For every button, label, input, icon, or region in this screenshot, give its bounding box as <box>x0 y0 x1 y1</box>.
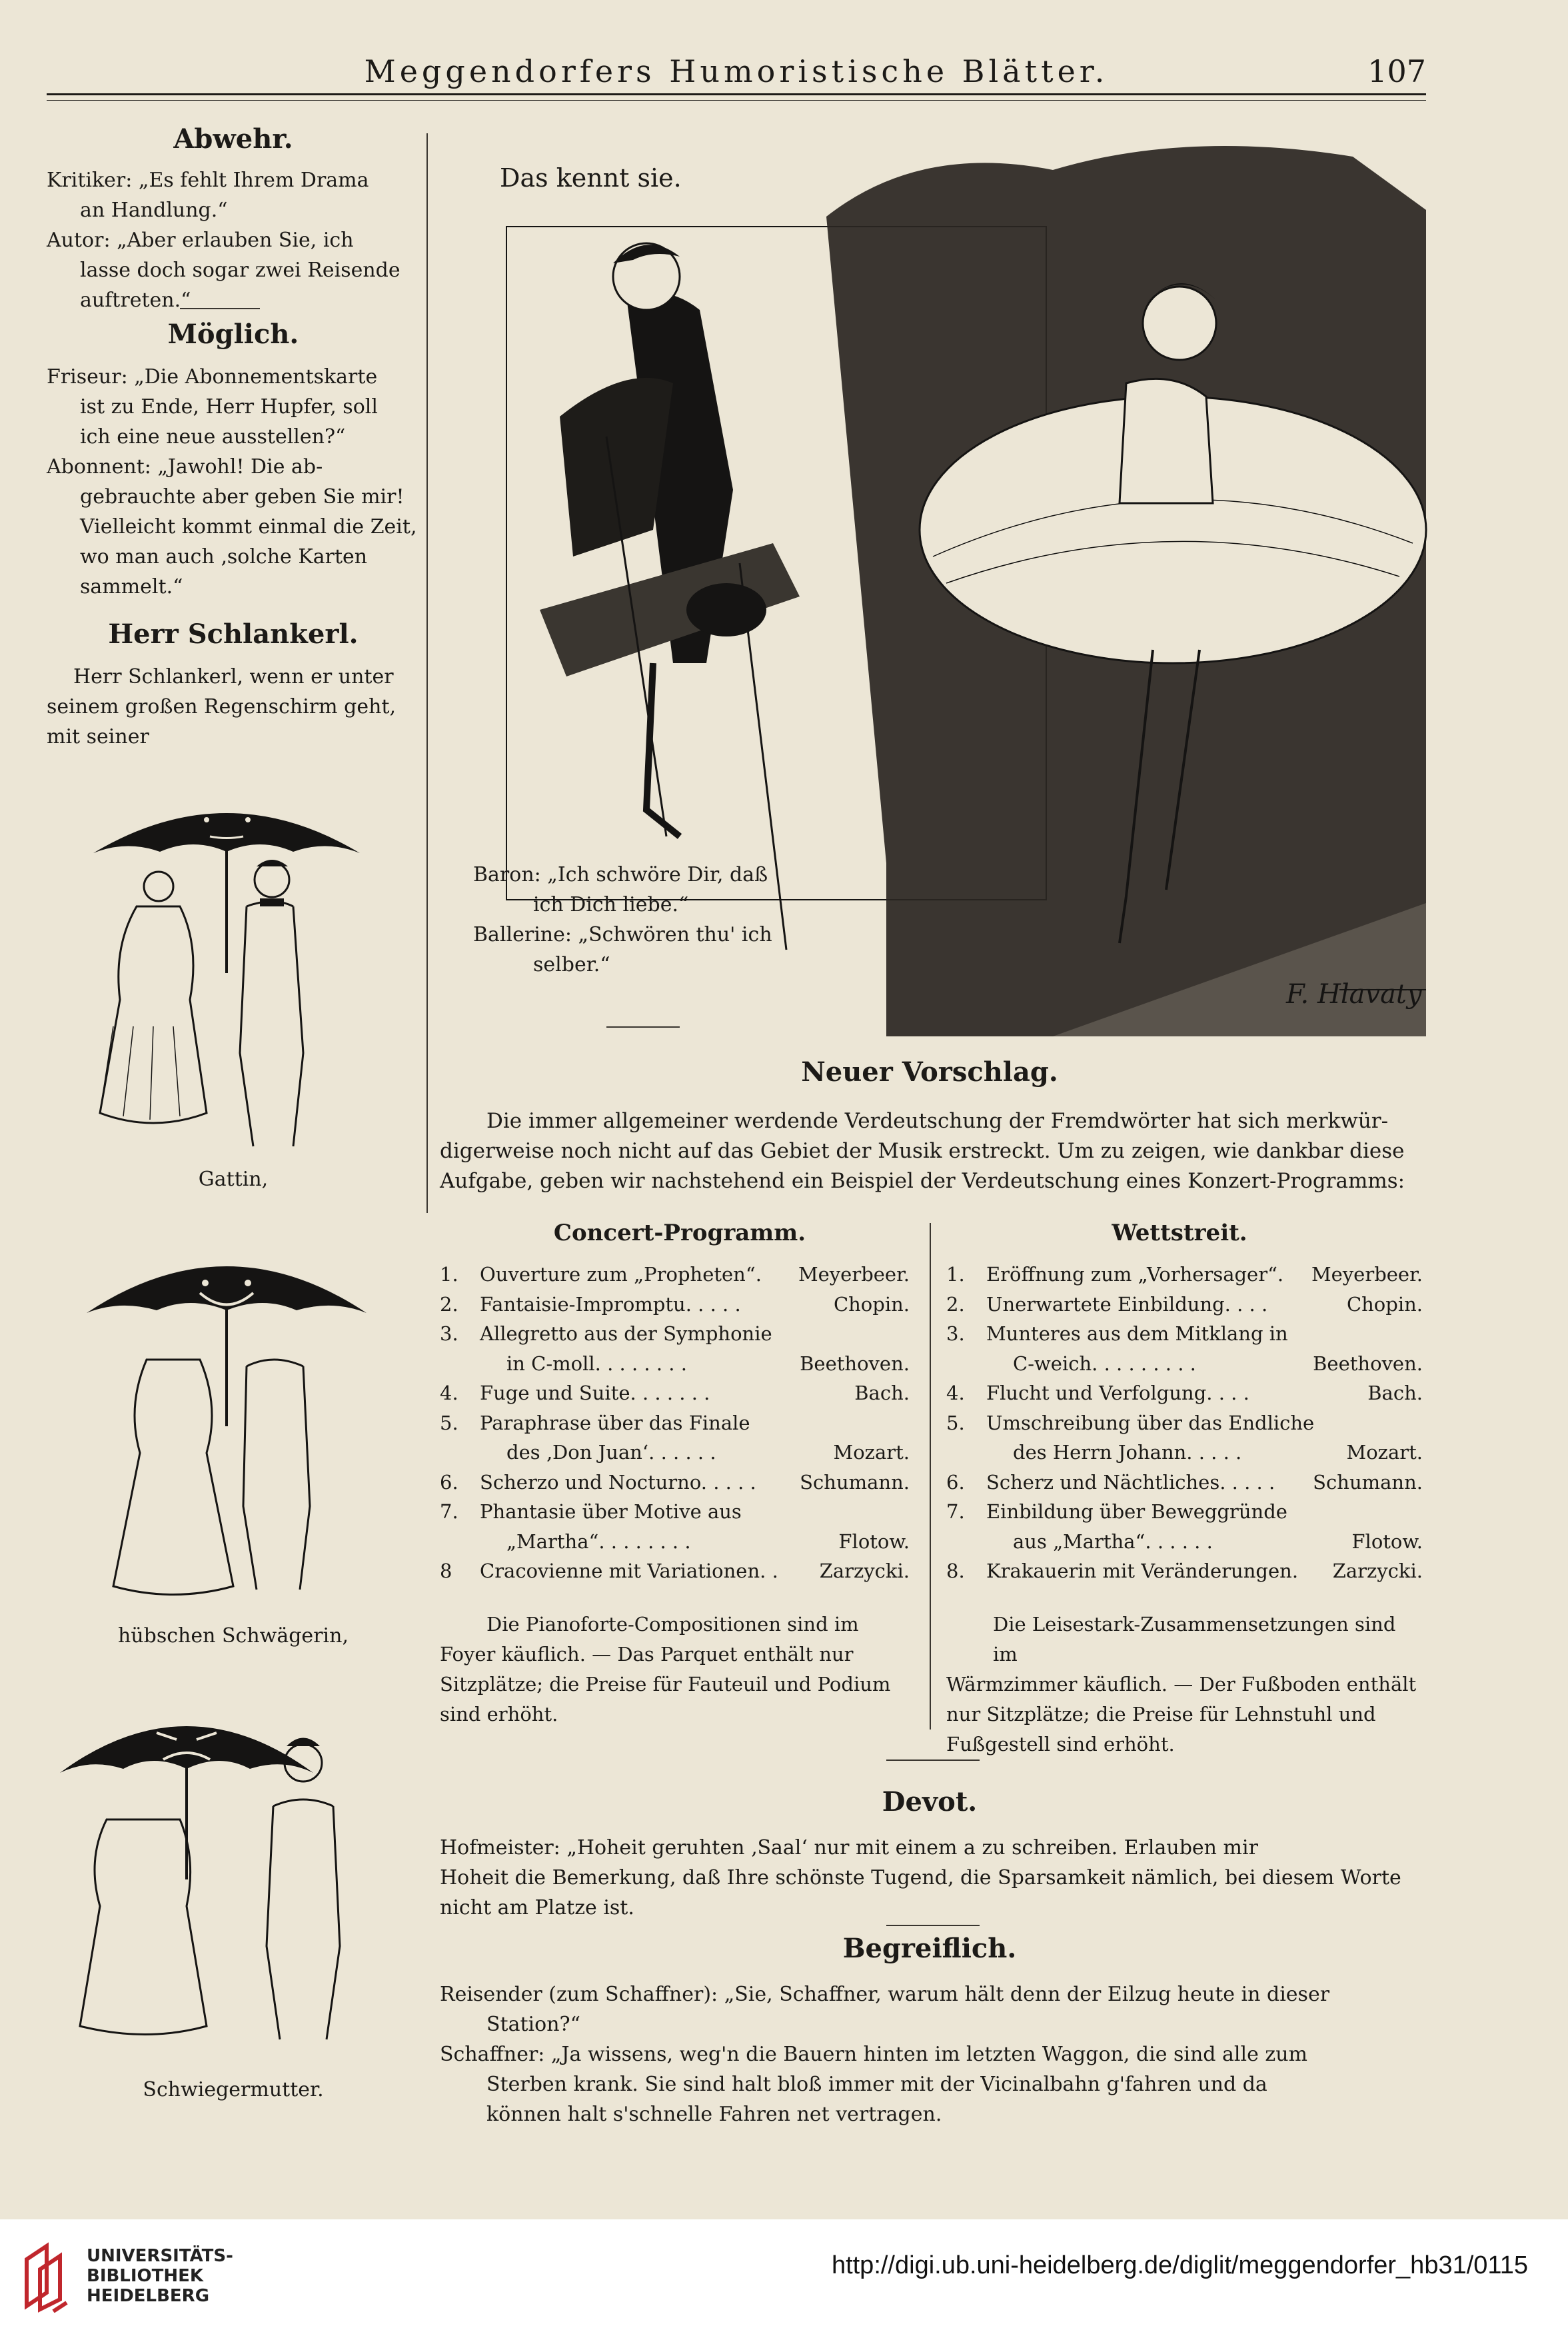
text-line: selber.“ <box>533 953 610 976</box>
text-line: Foyer käuflich. — Das Parquet enthält nur <box>440 1643 854 1666</box>
moeglich-title: Möglich. <box>167 319 299 350</box>
running-header <box>47 47 1426 100</box>
vorschlag-title: Neuer Vorschlag. <box>801 1056 1058 1088</box>
section-rule <box>606 1026 680 1028</box>
program-row: „Martha“. . . . . . . . Flotow. <box>506 1530 910 1553</box>
program-row: 7. Phantasie über Motive aus <box>440 1500 742 1523</box>
program-divider <box>930 1223 931 1730</box>
column-divider <box>426 133 428 1213</box>
text-line: seinem großen Regenschirm geht, <box>47 695 396 718</box>
begreiflich-title: Begreiflich. <box>842 1933 1017 1964</box>
text-line: ich eine neue ausstellen?“ <box>80 425 346 449</box>
text-line: Vielleicht kommt einmal die Zeit, <box>80 515 417 539</box>
schlankerl-title: Herr Schlankerl. <box>108 618 359 650</box>
schlankerl-text <box>47 662 420 752</box>
text-line: nicht am Platze ist. <box>440 1896 634 1919</box>
section-rule <box>886 1759 980 1761</box>
text-line: Schaffner: „Ja wissens, weg'n die Bauern hinten im letzten Waggon, die sind alle zum <box>440 2043 1307 2066</box>
vorschlag-text <box>440 1106 1426 1196</box>
text-line: Hofmeister: „Hoheit geruhten ‚Saal‘ nur mit einem a zu schreiben. Erlauben mir <box>440 1836 1258 1859</box>
program-row: 3. Munteres aus dem Mitklang in <box>946 1322 1288 1345</box>
text-line: auftreten.“ <box>80 289 191 312</box>
umbrella-couple-illustration-2 <box>73 1226 380 1606</box>
text-line: ist zu Ende, Herr Hupfer, soll <box>80 395 378 419</box>
text-line: Herr Schlankerl, wenn er unter <box>73 665 394 688</box>
library-name <box>87 2246 233 2306</box>
concert-title: Concert-Programm. <box>553 1220 806 1246</box>
text-line: an Handlung.“ <box>80 199 228 222</box>
abwehr-title: Abwehr. <box>173 123 293 155</box>
program-row: 5. Umschreibung über das Endliche <box>946 1411 1315 1434</box>
program-row: 8 Cracovienne mit Variationen. . Zarzycki. <box>440 1560 910 1582</box>
text-line: können halt s'schnelle Fahren net vertragen. <box>486 2103 942 2126</box>
cartoon-caption-2: hübschen Schwägerin, <box>118 1624 349 1648</box>
program-row: des Herrn Johann. . . . . Mozart. <box>1013 1441 1423 1464</box>
wettstreit-note <box>946 1610 1423 1759</box>
text-line: ich Dich liebe.“ <box>533 893 689 916</box>
umbrella-couple-illustration-1 <box>73 773 380 1160</box>
text-line: nur Sitzplätze; die Preise für Lehnstuhl und <box>946 1703 1376 1726</box>
umbrella-couple-illustration-3 <box>53 1680 387 2053</box>
devot-text <box>440 1833 1426 1923</box>
library-logo-icon <box>20 2239 73 2313</box>
library-name-line: HEIDELBERG <box>87 2286 210 2306</box>
text-line: Reisender (zum Schaffner): „Sie, Schaffner, warum hält denn der Eilzug heute in dieser <box>440 1983 1330 2006</box>
text-line: mit seiner <box>47 725 149 748</box>
text-line: Baron: „Ich schwöre Dir, daß <box>473 863 768 886</box>
cartoon-caption-1: Gattin, <box>198 1168 269 1191</box>
library-name-line: BIBLIOTHEK <box>87 2266 204 2286</box>
cartoon-caption-3: Schwiegermutter. <box>143 2078 324 2101</box>
section-rule <box>180 308 260 309</box>
text-line: Sitzplätze; die Preise für Fauteuil und Podium <box>440 1673 891 1696</box>
illustration-caption <box>473 860 846 980</box>
text-line: Hoheit die Bemerkung, daß Ihre schönste Tugend, die Sparsamkeit nämlich, bei diesem Worte <box>440 1866 1401 1889</box>
program-row: 6. Scherzo und Nocturno. . . . . Schumann. <box>440 1470 910 1494</box>
text-line: Kritiker: „Es fehlt Ihrem Drama <box>47 169 369 192</box>
moeglich-text <box>47 362 420 602</box>
program-row: C-weich. . . . . . . . . Beethoven. <box>1013 1352 1423 1375</box>
text-line: gebrauchte aber geben Sie mir! <box>80 485 404 509</box>
devot-title: Devot. <box>882 1786 978 1817</box>
text-line: wo man auch ‚solche Karten <box>80 545 368 569</box>
concert-program-list <box>440 1260 910 1586</box>
abwehr-text <box>47 165 420 315</box>
footer-bar <box>0 2219 1568 2328</box>
text-line: Die immer allgemeiner werdende Verdeutschung der Fremdwörter hat sich merkwür- <box>486 1109 1389 1133</box>
text-line: sammelt.“ <box>80 575 183 598</box>
program-row: 5. Paraphrase über das Finale <box>440 1411 750 1434</box>
program-row: 1. Eröffnung zum „Vorhersager“. Meyerbeer. <box>946 1263 1423 1286</box>
program-row: 1. Ouverture zum „Propheten“. Meyerbeer. <box>440 1263 910 1286</box>
text-line: Aufgabe, geben wir nachstehend ein Beispiel der Verdeutschung eines Konzert-Programms: <box>440 1169 1405 1193</box>
header-rule <box>47 93 1426 95</box>
text-line: Abonnent: „Jawohl! Die ab- <box>47 455 323 479</box>
permalink-url[interactable]: http://digi.ub.uni-heidelberg.de/diglit/meggendorfer_hb31/0115 <box>831 2251 1528 2279</box>
section-rule <box>886 1925 980 1926</box>
header-rule-thin <box>47 100 1426 101</box>
journal-title: Meggendorfers Humoristische Blätter. <box>364 53 1109 89</box>
program-row: 4. Fuge und Suite. . . . . . . Bach. <box>440 1382 910 1404</box>
program-row: des ‚Don Juan‘. . . . . . Mozart. <box>506 1441 910 1464</box>
program-row: 4. Flucht und Verfolgung. . . . Bach. <box>946 1382 1423 1404</box>
program-row: aus „Martha“. . . . . . Flotow. <box>1013 1530 1423 1553</box>
program-row: 2. Unerwartete Einbildung. . . . Chopin. <box>946 1292 1423 1316</box>
library-name-line: UNIVERSITÄTS- <box>87 2246 233 2266</box>
text-line: Sterben krank. Sie sind halt bloß immer mit der Vicinalbahn g'fahren und da <box>486 2073 1267 2096</box>
text-line: lasse doch sogar zwei Reisende <box>80 259 400 282</box>
begreiflich-text <box>440 1979 1426 2129</box>
wettstreit-title: Wettstreit. <box>1112 1220 1247 1246</box>
text-line: Station?“ <box>486 2013 580 2036</box>
page-number: 107 <box>1367 53 1426 89</box>
artist-signature: F. Hlavaty <box>1286 979 1422 1010</box>
text-line: sind erhöht. <box>440 1703 558 1726</box>
program-row: in C-moll. . . . . . . . Beethoven. <box>506 1352 910 1375</box>
text-line: Wärmzimmer käuflich. — Der Fußboden enthält <box>946 1673 1417 1696</box>
text-line: Die Pianoforte-Compositionen sind im <box>486 1613 859 1636</box>
wettstreit-program-list <box>946 1260 1423 1586</box>
program-row: 8. Krakauerin mit Veränderungen. Zarzycki. <box>946 1560 1423 1582</box>
program-row: 6. Scherz und Nächtliches. . . . . Schumann. <box>946 1470 1423 1494</box>
program-row: 2. Fantaisie-Impromptu. . . . . Chopin. <box>440 1292 910 1316</box>
text-line: Autor: „Aber erlauben Sie, ich <box>47 229 354 252</box>
text-line: Friseur: „Die Abonnementskarte <box>47 365 378 389</box>
program-row: 3. Allegretto aus der Symphonie <box>440 1322 772 1345</box>
text-line: Ballerine: „Schwören thu' ich <box>473 923 772 946</box>
text-line: Fußgestell sind erhöht. <box>946 1733 1175 1755</box>
program-row: 7. Einbildung über Beweggründe <box>946 1500 1287 1523</box>
text-line: digerweise noch nicht auf das Gebiet der Musik erstreckt. Um zu zeigen, wie dankbar diese <box>440 1139 1405 1163</box>
illustration-title: Das kennt sie. <box>500 163 682 193</box>
concert-note <box>440 1610 913 1730</box>
text-line: Die Leisestark-Zusammensetzungen sind im <box>993 1613 1396 1666</box>
